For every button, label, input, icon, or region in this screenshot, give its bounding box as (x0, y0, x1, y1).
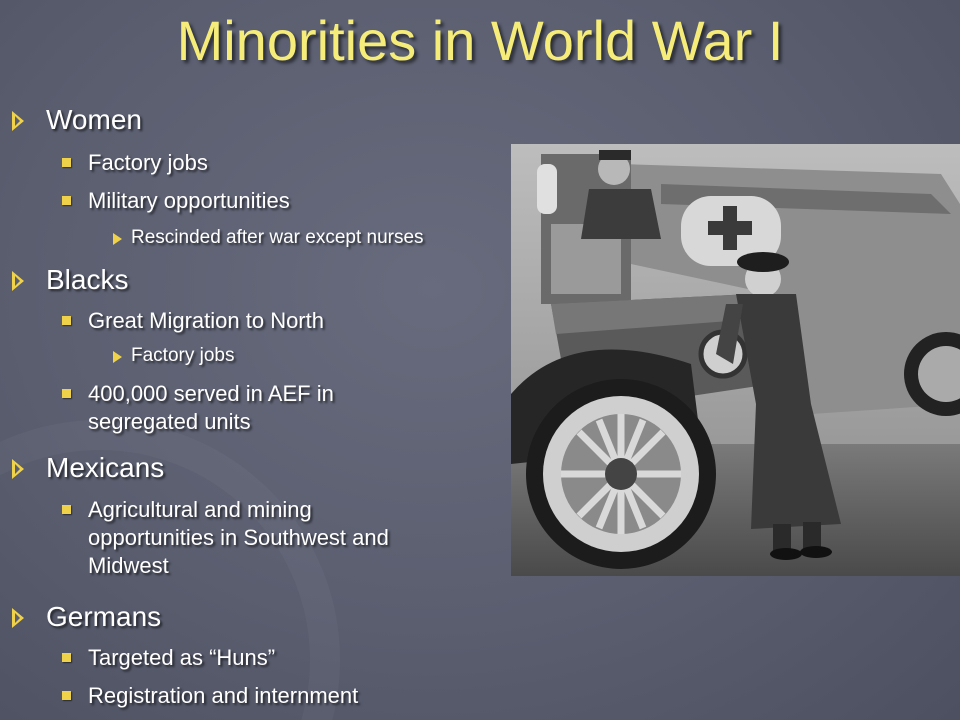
arrow-bullet-icon (113, 233, 122, 245)
arrow-bullet-icon (12, 111, 24, 131)
list-item: 400,000 served in AEF in segregated units (88, 380, 334, 436)
square-bullet-icon (62, 316, 71, 325)
list-item: Registration and internment (88, 682, 358, 710)
square-bullet-icon (62, 389, 71, 398)
square-bullet-icon (62, 158, 71, 167)
photo-women-ambulance (511, 144, 960, 576)
square-bullet-icon (62, 196, 71, 205)
square-bullet-icon (62, 505, 71, 514)
section-heading-women: Women (46, 104, 142, 136)
list-item: Rescinded after war except nurses (131, 226, 424, 250)
arrow-bullet-icon (12, 608, 24, 628)
list-item: Factory jobs (88, 149, 208, 177)
list-item: Great Migration to North (88, 307, 324, 335)
square-bullet-icon (62, 691, 71, 700)
square-bullet-icon (62, 653, 71, 662)
arrow-bullet-icon (12, 271, 24, 291)
list-item: Factory jobs (131, 344, 234, 368)
arrow-bullet-icon (12, 459, 24, 479)
photo-women-ambulance-drivers-icon (511, 144, 960, 576)
section-heading-mexicans: Mexicans (46, 452, 164, 484)
section-heading-germans: Germans (46, 601, 161, 633)
slide-title: Minorities in World War I (176, 9, 784, 72)
arrow-bullet-icon (113, 351, 122, 363)
list-item: Military opportunities (88, 187, 290, 215)
list-item: Targeted as “Huns” (88, 644, 275, 672)
section-heading-blacks: Blacks (46, 264, 128, 296)
list-item: Agricultural and mining opportunities in Southwest and Midwest (88, 496, 389, 580)
